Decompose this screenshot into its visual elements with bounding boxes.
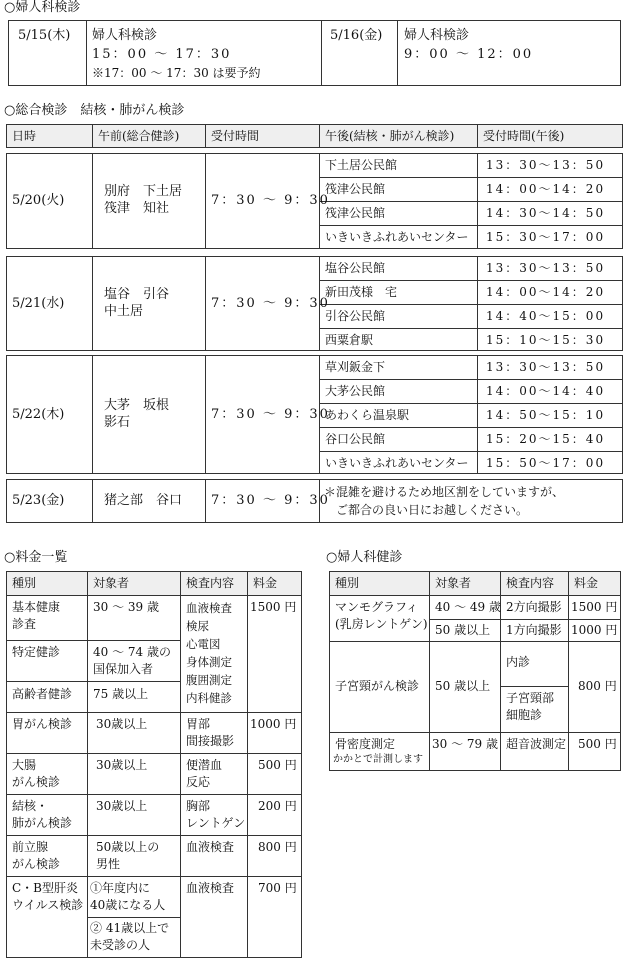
row-igan-type: 胃がん検診 — [12, 717, 73, 731]
f-h-type: 種別 — [335, 576, 360, 590]
ryokin-h-target: 対象者 — [93, 576, 130, 590]
row-zenritsusen-fee: 800 円 — [258, 840, 297, 854]
pm-place: 西粟倉駅 — [325, 333, 374, 347]
pm-time: 13：30～13：50 — [486, 261, 606, 275]
group-0521-date: 5/21(水) — [12, 296, 65, 311]
sogo-header-am: 午前(総合健診) — [98, 129, 180, 143]
group-0520-date: 5/20(火) — [12, 193, 65, 208]
mammo-target2: 50 歳以上 — [435, 623, 491, 637]
group-0520-area: 別府 下土居 筏津 知社 — [104, 184, 183, 216]
sogo-header-reception-pm: 受付時間(午後) — [483, 129, 565, 143]
pm-place: 下土居公民館 — [325, 158, 398, 172]
ryokin-h-type: 種別 — [12, 576, 37, 590]
group-0523-note: ＊混雑を避けるため地区割をしていますが、 ご都合の良い日にお越しください。 — [324, 485, 565, 517]
group-0522-time: 7：30 ～ 9：30 — [211, 407, 330, 422]
day2-time: 9：00 ～ 12：00 — [404, 47, 534, 62]
pm-place: いきいきふれあいセンター — [325, 230, 469, 244]
ryokin-heading: ○料金一覧 — [4, 550, 68, 565]
shikyu-content2: 子宮頸部 細胞診 — [506, 691, 555, 722]
row-igan-content: 胃部 間接撮影 — [186, 717, 235, 748]
fujinka-heading: ○婦人科検診 — [4, 0, 81, 15]
pm-place: 大茅公民館 — [325, 384, 386, 398]
row-koreisha-target: 75 歳以上 — [93, 687, 149, 701]
row-kanen-target2: ② 41歳以上で 未受診の人 — [90, 921, 170, 952]
group-0520-time: 7：30 ～ 9：30 — [211, 193, 330, 208]
blood-fee: 1500 円 — [250, 600, 297, 614]
day1-date: 5/15(木) — [18, 28, 71, 43]
row-tokutei-type: 特定健診 — [12, 645, 61, 659]
pm-time: 14：50～15：10 — [486, 408, 606, 422]
mammo-content1: 2方向撮影 — [506, 600, 562, 614]
kotsu-fee: 500 円 — [578, 737, 617, 751]
kotsu-type: 骨密度測定 — [335, 737, 396, 751]
row-kekkaku-content: 胸部 レントゲン — [186, 799, 246, 830]
row-daicho-target: 30歳以上 — [96, 758, 148, 772]
kotsu-content: 超音波測定 — [506, 737, 567, 751]
sogo-header-reception: 受付時間 — [211, 129, 260, 143]
pm-time: 14：00～14：20 — [486, 285, 606, 299]
pm-time: 14：30～14：50 — [486, 206, 606, 220]
pm-place: いきいきふれあいセンター — [325, 456, 469, 470]
row-igan-fee: 1000 円 — [250, 717, 297, 731]
group-0523-date: 5/23(金) — [12, 493, 65, 508]
pm-time: 13：30～13：50 — [486, 360, 606, 374]
row-daicho-type: 大腸 がん検診 — [12, 758, 61, 789]
shikyu-content1: 内診 — [506, 655, 531, 669]
group-0522-area: 大茅 坂根 影石 — [104, 398, 170, 430]
row-zenritsusen-content: 血液検査 — [186, 840, 235, 854]
mammo-fee2: 1000 円 — [571, 623, 618, 637]
row-kanen-fee: 700 円 — [258, 881, 297, 895]
group-0523-time: 7：30 ～ 9：30 — [211, 493, 330, 508]
pm-time: 14：00～14：20 — [486, 182, 606, 196]
group-0521-area: 塩谷 引谷 中土居 — [104, 287, 170, 319]
day2-title: 婦人科検診 — [404, 28, 470, 43]
sogo-heading: ○総合検診 結核・肺がん検診 — [4, 103, 185, 118]
pm-place: 筏津公民館 — [325, 182, 386, 196]
kotsu-sub: かかとで計測します — [333, 754, 423, 765]
f-h-target: 対象者 — [435, 576, 472, 590]
row-zenritsusen-target: 50歳以上の 男性 — [96, 840, 160, 871]
pm-time: 15：50～17：00 — [486, 456, 606, 470]
pm-place: あわくら温泉駅 — [325, 408, 410, 422]
row-kihon-type: 基本健康 診査 — [12, 600, 61, 631]
mammo-fee1: 1500 円 — [571, 600, 618, 614]
row-kekkaku-target: 30歳以上 — [96, 799, 148, 813]
shikyu-target: 50 歳以上 — [435, 679, 491, 693]
row-daicho-content: 便潜血 反応 — [186, 758, 223, 789]
row-koreisha-type: 高齢者健診 — [12, 687, 73, 701]
row-kekkaku-type: 結核・ 肺がん検診 — [12, 799, 73, 830]
sogo-header-date: 日時 — [12, 129, 37, 143]
pm-place: 新田茂様 宅 — [325, 285, 398, 299]
group-0521-time: 7：30 ～ 9：30 — [211, 296, 330, 311]
pm-time: 15：10～15：30 — [486, 333, 606, 347]
day2-date: 5/16(金) — [330, 28, 383, 43]
sogo-header-pm: 午後(結核・肺がん検診) — [325, 129, 455, 143]
pm-time: 15：30～17：00 — [486, 230, 606, 244]
pm-place: 草刈鈑金下 — [325, 360, 386, 374]
row-zenritsusen-type: 前立腺 がん検診 — [12, 840, 61, 871]
mammo-target1: 40 ～ 49 歳 — [435, 600, 501, 614]
row-kihon-target: 30 ～ 39 歳 — [93, 600, 159, 614]
day1-note: ※17：00 ～ 17：30 は要予約 — [92, 66, 261, 80]
f-h-content: 検査内容 — [506, 576, 555, 590]
row-kanen-type: C・B型肝炎 ウイルス検診 — [12, 881, 84, 912]
shikyu-type: 子宮頸がん検診 — [335, 679, 420, 693]
mammo-content2: 1方向撮影 — [506, 623, 562, 637]
pm-place: 筏津公民館 — [325, 206, 386, 220]
pm-time: 14：00～14：40 — [486, 384, 606, 398]
fujinka-ryokin-heading: ○婦人科健診 — [326, 550, 403, 565]
f-h-fee: 料金 — [574, 576, 599, 590]
row-tokutei-target: 40 ～ 74 歳の 国保加入者 — [93, 645, 171, 676]
day1-time: 15：00 ～ 17：30 — [92, 47, 232, 62]
ryokin-h-content: 検査内容 — [186, 576, 235, 590]
group-0523-area: 猪之部 谷口 — [104, 493, 183, 508]
row-igan-target: 30歳以上 — [96, 717, 148, 731]
pm-place: 谷口公民館 — [325, 432, 386, 446]
ryokin-h-fee: 料金 — [253, 576, 278, 590]
row-kanen-target1: ①年度内に 40歳になる人 — [90, 881, 166, 912]
pm-time: 13：30～13：50 — [486, 158, 606, 172]
group-0522-date: 5/22(木) — [12, 407, 65, 422]
row-daicho-fee: 500 円 — [258, 758, 297, 772]
row-kekkaku-fee: 200 円 — [258, 799, 297, 813]
pm-time: 15：20～15：40 — [486, 432, 606, 446]
pm-time: 14：40～15：00 — [486, 309, 606, 323]
day1-title: 婦人科検診 — [92, 28, 158, 43]
pm-place: 引谷公民館 — [325, 309, 386, 323]
shikyu-fee: 800 円 — [578, 679, 617, 693]
row-kanen-content: 血液検査 — [186, 881, 235, 895]
kotsu-target: 30 ～ 79 歳 — [432, 737, 498, 751]
mammo-type: マンモグラフィ (乳房レントゲン) — [335, 600, 428, 631]
blood-content: 血液検査 検尿 心電図 身体測定 腹囲測定 内科健診 — [186, 601, 232, 705]
pm-place: 塩谷公民館 — [325, 261, 386, 275]
